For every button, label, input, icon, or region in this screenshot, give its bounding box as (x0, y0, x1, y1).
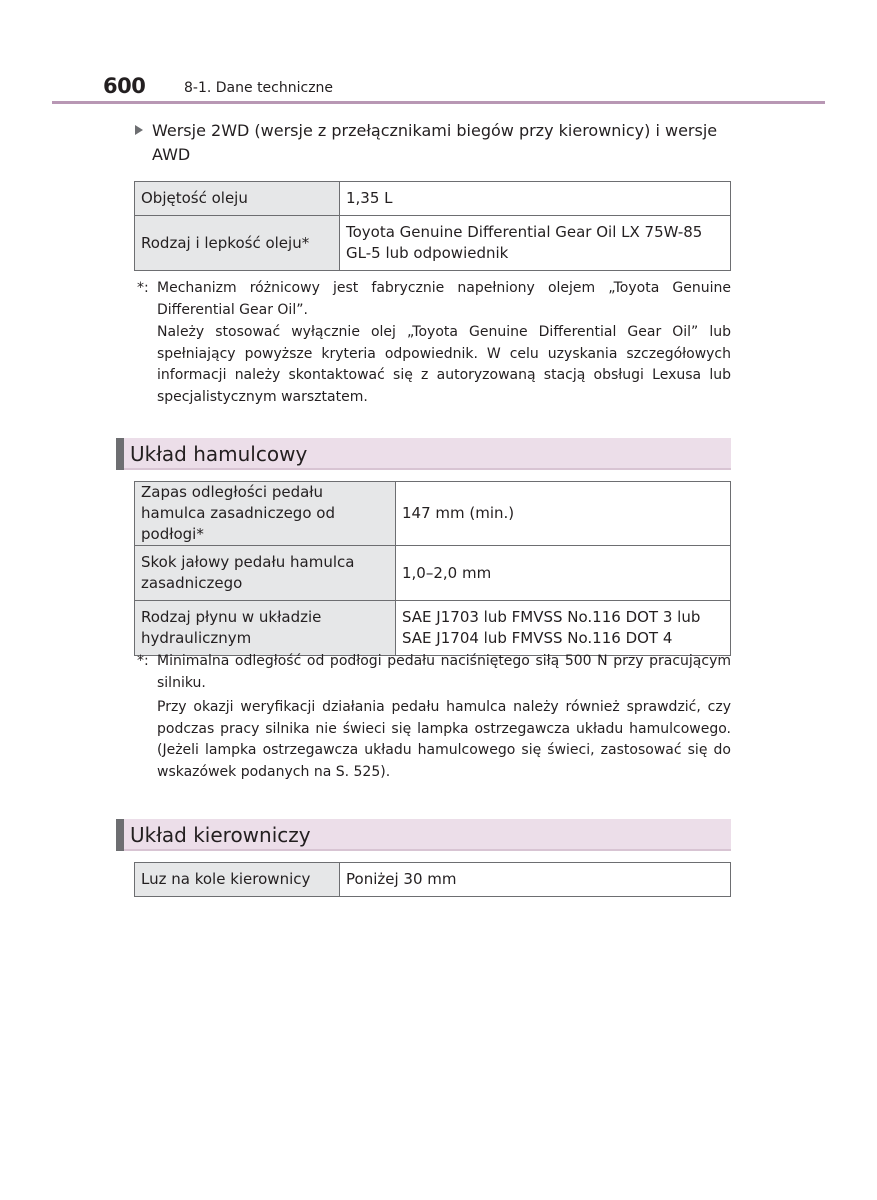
table-label-cell: Objętość oleju (135, 182, 340, 216)
page-number: 600 (103, 74, 146, 98)
section-marker-bar (116, 438, 124, 470)
table-value-cell: Poniżej 30 mm (340, 863, 731, 897)
table-value-cell: 1,0–2,0 mm (396, 546, 731, 601)
table-row (135, 863, 731, 897)
table-row (135, 482, 731, 546)
table-value-cell: 1,35 L (340, 182, 731, 216)
section-title: Układ hamulcowy (130, 442, 308, 466)
footnote-marker: *: (137, 653, 149, 669)
section-header-steering (116, 819, 731, 851)
triangle-bullet-icon (135, 125, 143, 135)
footnote-paragraph: Mechanizm różnicowy jest fabrycznie napełniony olejem „Toyota Genuine Differential Gear Oil”. (157, 280, 731, 318)
oil-footnote (137, 278, 731, 408)
chapter-title: 8-1. Dane techniczne (184, 80, 334, 96)
table-row (135, 182, 731, 216)
table-label-cell: Rodzaj i lepkość oleju* (135, 216, 340, 271)
intro-bullet-text: Wersje 2WD (wersje z przełącznikami biegów przy kierownicy) i wersje AWD (152, 121, 718, 164)
oil-spec-table (134, 181, 731, 271)
table-row (135, 601, 731, 656)
footnote-paragraph: Należy stosować wyłącznie olej „Toyota Genuine Differential Gear Oil” lub spełniający powyższe kryteria odpowiednik. W celu uzyskania szczegółowych informacji należy skontaktować się z autoryzowaną stacją obsługi Lexusa lub specjalistycznym warsztatem. (157, 324, 731, 405)
intro-bullet (135, 119, 735, 167)
table-value-cell: Toyota Genuine Differential Gear Oil LX 75W-85 GL-5 lub odpowiednik (340, 216, 731, 271)
section-header-brakes (116, 438, 731, 470)
footnote-paragraph: Minimalna odległość od podłogi pedału naciśniętego siłą 500 N przy pracującym silniku. (157, 653, 731, 691)
section-title: Układ kierowniczy (130, 823, 311, 847)
table-label-cell: Rodzaj płynu w układzie hydraulicznym (135, 601, 396, 656)
table-value-cell: SAE J1703 lub FMVSS No.116 DOT 3 lub SAE J1704 lub FMVSS No.116 DOT 4 (396, 601, 731, 656)
table-label-cell: Zapas odległości pedału hamulca zasadniczego od podłogi* (135, 482, 396, 546)
table-value-cell: 147 mm (min.) (396, 482, 731, 546)
table-label-cell: Luz na kole kierownicy (135, 863, 340, 897)
table-label-cell: Skok jałowy pedału hamulca zasadniczego (135, 546, 396, 601)
brake-spec-table (134, 481, 731, 656)
footnote-marker: *: (137, 280, 149, 296)
section-marker-bar (116, 819, 124, 851)
brake-footnote (137, 651, 731, 783)
footnote-paragraph: Przy okazji weryfikacji działania pedału hamulca należy również sprawdzić, czy podczas pracy silnika nie świeci się lampka ostrzegawcza układu hamulcowego. (Jeżeli lampka ostrzegawcza układu hamulcowego się świeci, zastosować się do wskazówek podanych na S. 525). (157, 699, 731, 780)
header-divider (52, 101, 825, 104)
steering-spec-table (134, 862, 731, 897)
table-row (135, 546, 731, 601)
table-row (135, 216, 731, 271)
